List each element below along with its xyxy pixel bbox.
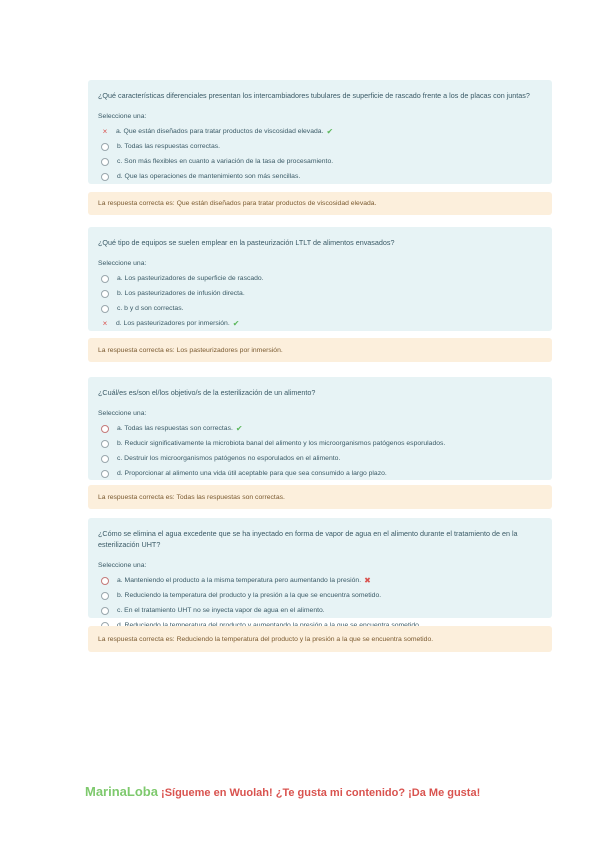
question-text: ¿Cuál/es es/son el/los objetivo/s de la esterilización de un alimento? [98,388,316,397]
question-box [88,518,552,618]
option-label: b. Los pasteurizadores de infusión directa. [117,290,245,297]
question-3 [88,377,552,480]
radio-button[interactable] [101,440,109,448]
question-text: ¿Cómo se elimina el agua excedente que se ha inyectado en forma de vapor de agua en el alimento durante el tratamiento de en la esterilización UHT? [98,529,518,549]
option-c[interactable] [98,154,542,169]
feedback-1 [88,192,552,215]
option-c[interactable] [98,603,542,618]
option-d[interactable] [98,466,542,481]
radio-button[interactable] [101,143,109,151]
radio-button[interactable] [101,470,109,478]
select-label: Seleccione una: [98,260,147,267]
option-label: b. Reducir significativamente la microbiota banal del alimento y los microorganismos patógenos esporulados. [117,440,446,447]
option-label: c. b y d son correctas. [117,305,184,312]
option-label: c. Son más flexibles en cuanto a variación de la tasa de procesamiento. [117,158,334,165]
radio-button[interactable] [101,592,109,600]
option-d[interactable] [98,169,542,184]
option-label: d. Proporcionar al alimento una vida útil aceptable para que sea consumido a largo plazo. [117,470,387,477]
radio-button[interactable] [101,158,109,166]
option-label: a. Todas las respuestas son correctas. [117,425,233,432]
radio-button-selected[interactable] [101,577,109,585]
check-icon: ✔ [232,319,240,328]
question-box [88,80,552,184]
footer-promo [85,783,480,801]
check-icon: ✔ [235,424,243,433]
cross-icon: ✖ [364,576,371,585]
option-label: a. Que están diseñados para tratar productos de viscosidad elevada. [116,128,324,135]
selected-mark-icon: × [102,127,108,136]
brand-name: MarinaLoba [85,784,158,799]
option-label: a. Manteniendo el producto a la misma temperatura pero aumentando la presión. [117,577,362,584]
option-a[interactable] [98,421,542,436]
radio-button[interactable] [101,455,109,463]
question-box [88,227,552,331]
question-box [88,377,552,480]
option-label: c. Destruir los microorganismos patógenos no esporulados en el alimento. [117,455,341,462]
option-d[interactable] [98,316,542,331]
feedback-3 [88,485,552,509]
feedback-text: La respuesta correcta es: Reduciendo la temperatura del producto y la presión a la que se encuentra sometido. [98,635,434,643]
selected-mark-icon: × [102,319,108,328]
option-label: a. Los pasteurizadores de superficie de rascado. [117,275,264,282]
feedback-2 [88,338,552,362]
question-4 [88,518,552,618]
select-label: Seleccione una: [98,113,147,120]
option-label: d. Que las operaciones de mantenimiento son más sencillas. [117,173,301,180]
select-label: Seleccione una: [98,562,147,569]
question-1 [88,80,552,184]
footer-cta: ¡Sígueme en Wuolah! ¿Te gusta mi contenido? ¡Da Me gusta! [157,787,481,799]
option-a[interactable] [98,271,542,286]
radio-button-selected[interactable] [101,425,109,433]
check-icon: ✔ [326,127,334,136]
question-text: ¿Qué características diferenciales presentan los intercambiadores tubulares de superficie de rascado frente a los de placas con juntas? [98,91,530,100]
question-text: ¿Qué tipo de equipos se suelen emplear en la pasteurización LTLT de alimentos envasados? [98,238,395,247]
select-label: Seleccione una: [98,410,147,417]
option-c[interactable] [98,451,542,466]
option-label: b. Todas las respuestas correctas. [117,143,221,150]
feedback-text: La respuesta correcta es: Que están diseñados para tratar productos de viscosidad elevada. [98,200,377,207]
option-b[interactable] [98,436,542,451]
option-label: c. En el tratamiento UHT no se inyecta vapor de agua en el alimento. [117,607,325,614]
question-2 [88,227,552,331]
feedback-4 [88,626,552,652]
feedback-text: La respuesta correcta es: Los pasteurizadores por inmersión. [98,346,283,354]
radio-button[interactable] [101,290,109,298]
option-b[interactable] [98,588,542,603]
radio-button[interactable] [101,275,109,283]
option-a[interactable] [98,124,542,139]
radio-button[interactable] [101,305,109,313]
radio-button[interactable] [101,607,109,615]
feedback-text: La respuesta correcta es: Todas las respuestas son correctas. [98,493,285,501]
option-label: d. Los pasteurizadores por inmersión. [116,320,230,327]
option-label: b. Reduciendo la temperatura del producto y la presión a la que se encuentra sometido. [117,592,382,599]
option-a[interactable] [98,573,542,588]
option-b[interactable] [98,139,542,154]
option-c[interactable] [98,301,542,316]
option-b[interactable] [98,286,542,301]
radio-button[interactable] [101,173,109,181]
